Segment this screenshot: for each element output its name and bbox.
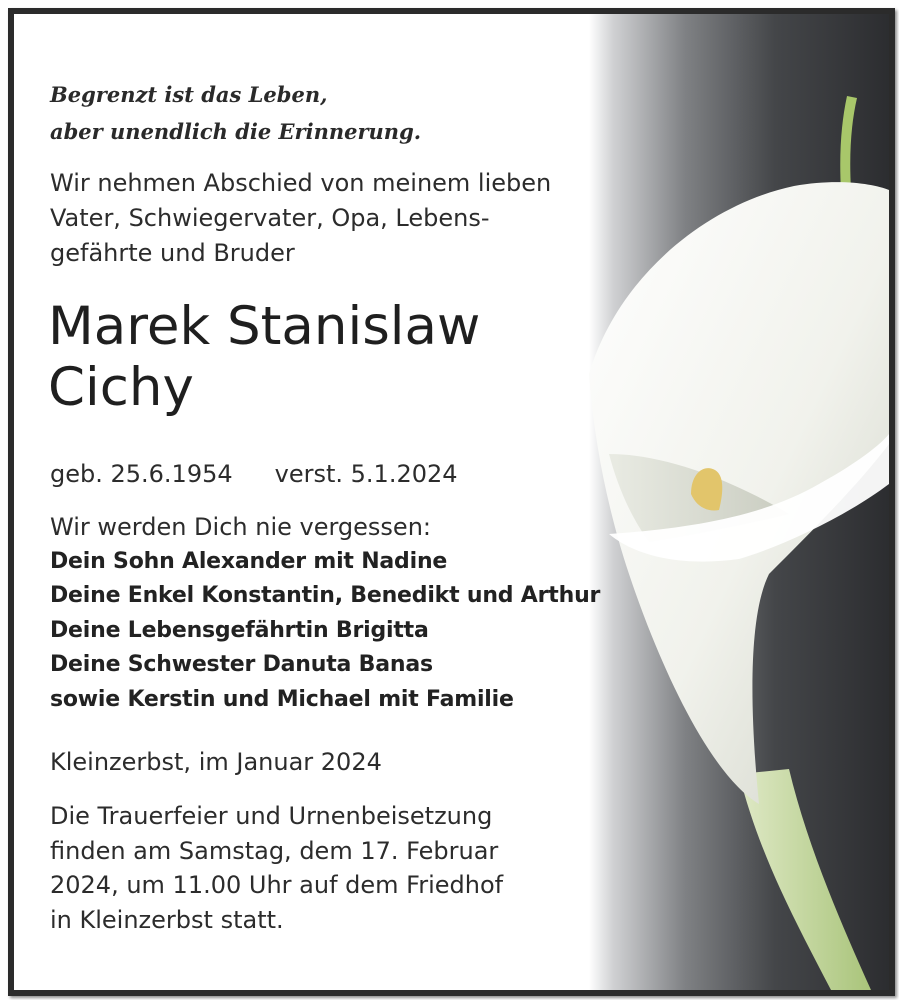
motto xyxy=(50,76,421,150)
intro-text xyxy=(50,166,551,271)
deceased-name xyxy=(48,296,480,418)
intro-line: Wir nehmen Abschied von meinem lieben xyxy=(50,169,552,197)
funeral-service-info xyxy=(50,799,503,937)
family-member: Dein Sohn Alexander mit Nadine xyxy=(50,548,448,574)
calla-lily-image xyxy=(589,14,889,990)
birth-date: geb. 25.6.1954 xyxy=(50,460,233,488)
family-member: Deine Lebensgefährtin Brigitta xyxy=(50,617,429,643)
life-dates xyxy=(50,457,458,491)
service-line: in Kleinzerbst statt. xyxy=(50,905,284,934)
motto-line: aber unendlich die Erinnerung. xyxy=(50,119,422,144)
intro-line: Vater, Schwiegervater, Opa, Lebens- xyxy=(50,204,490,232)
death-date: verst. 5.1.2024 xyxy=(274,460,458,488)
place-date: Kleinzerbst, im Januar 2024 xyxy=(50,748,382,776)
calla-lily-icon xyxy=(589,14,889,990)
service-line: Die Trauerfeier und Urnenbeisetzung xyxy=(50,802,493,830)
service-line: 2024, um 11.00 Uhr auf dem Friedhof xyxy=(50,871,504,899)
family-member: sowie Kerstin und Michael mit Familie xyxy=(50,686,514,712)
service-line: finden am Samstag, dem 17. Februar xyxy=(50,836,499,865)
family-intro: Wir werden Dich nie vergessen: xyxy=(50,513,431,541)
deceased-name-line: Marek Stanislaw xyxy=(48,296,481,357)
deceased-name-line: Cichy xyxy=(48,357,194,418)
intro-line: gefährte und Bruder xyxy=(50,239,295,267)
family-member: Deine Schwester Danuta Banas xyxy=(50,652,433,677)
obituary-frame xyxy=(8,8,895,996)
motto-line: Begrenzt ist das Leben, xyxy=(50,82,328,107)
family-member: Deine Enkel Konstantin, Benedikt und Arthur xyxy=(50,583,601,608)
family-list xyxy=(50,510,600,717)
